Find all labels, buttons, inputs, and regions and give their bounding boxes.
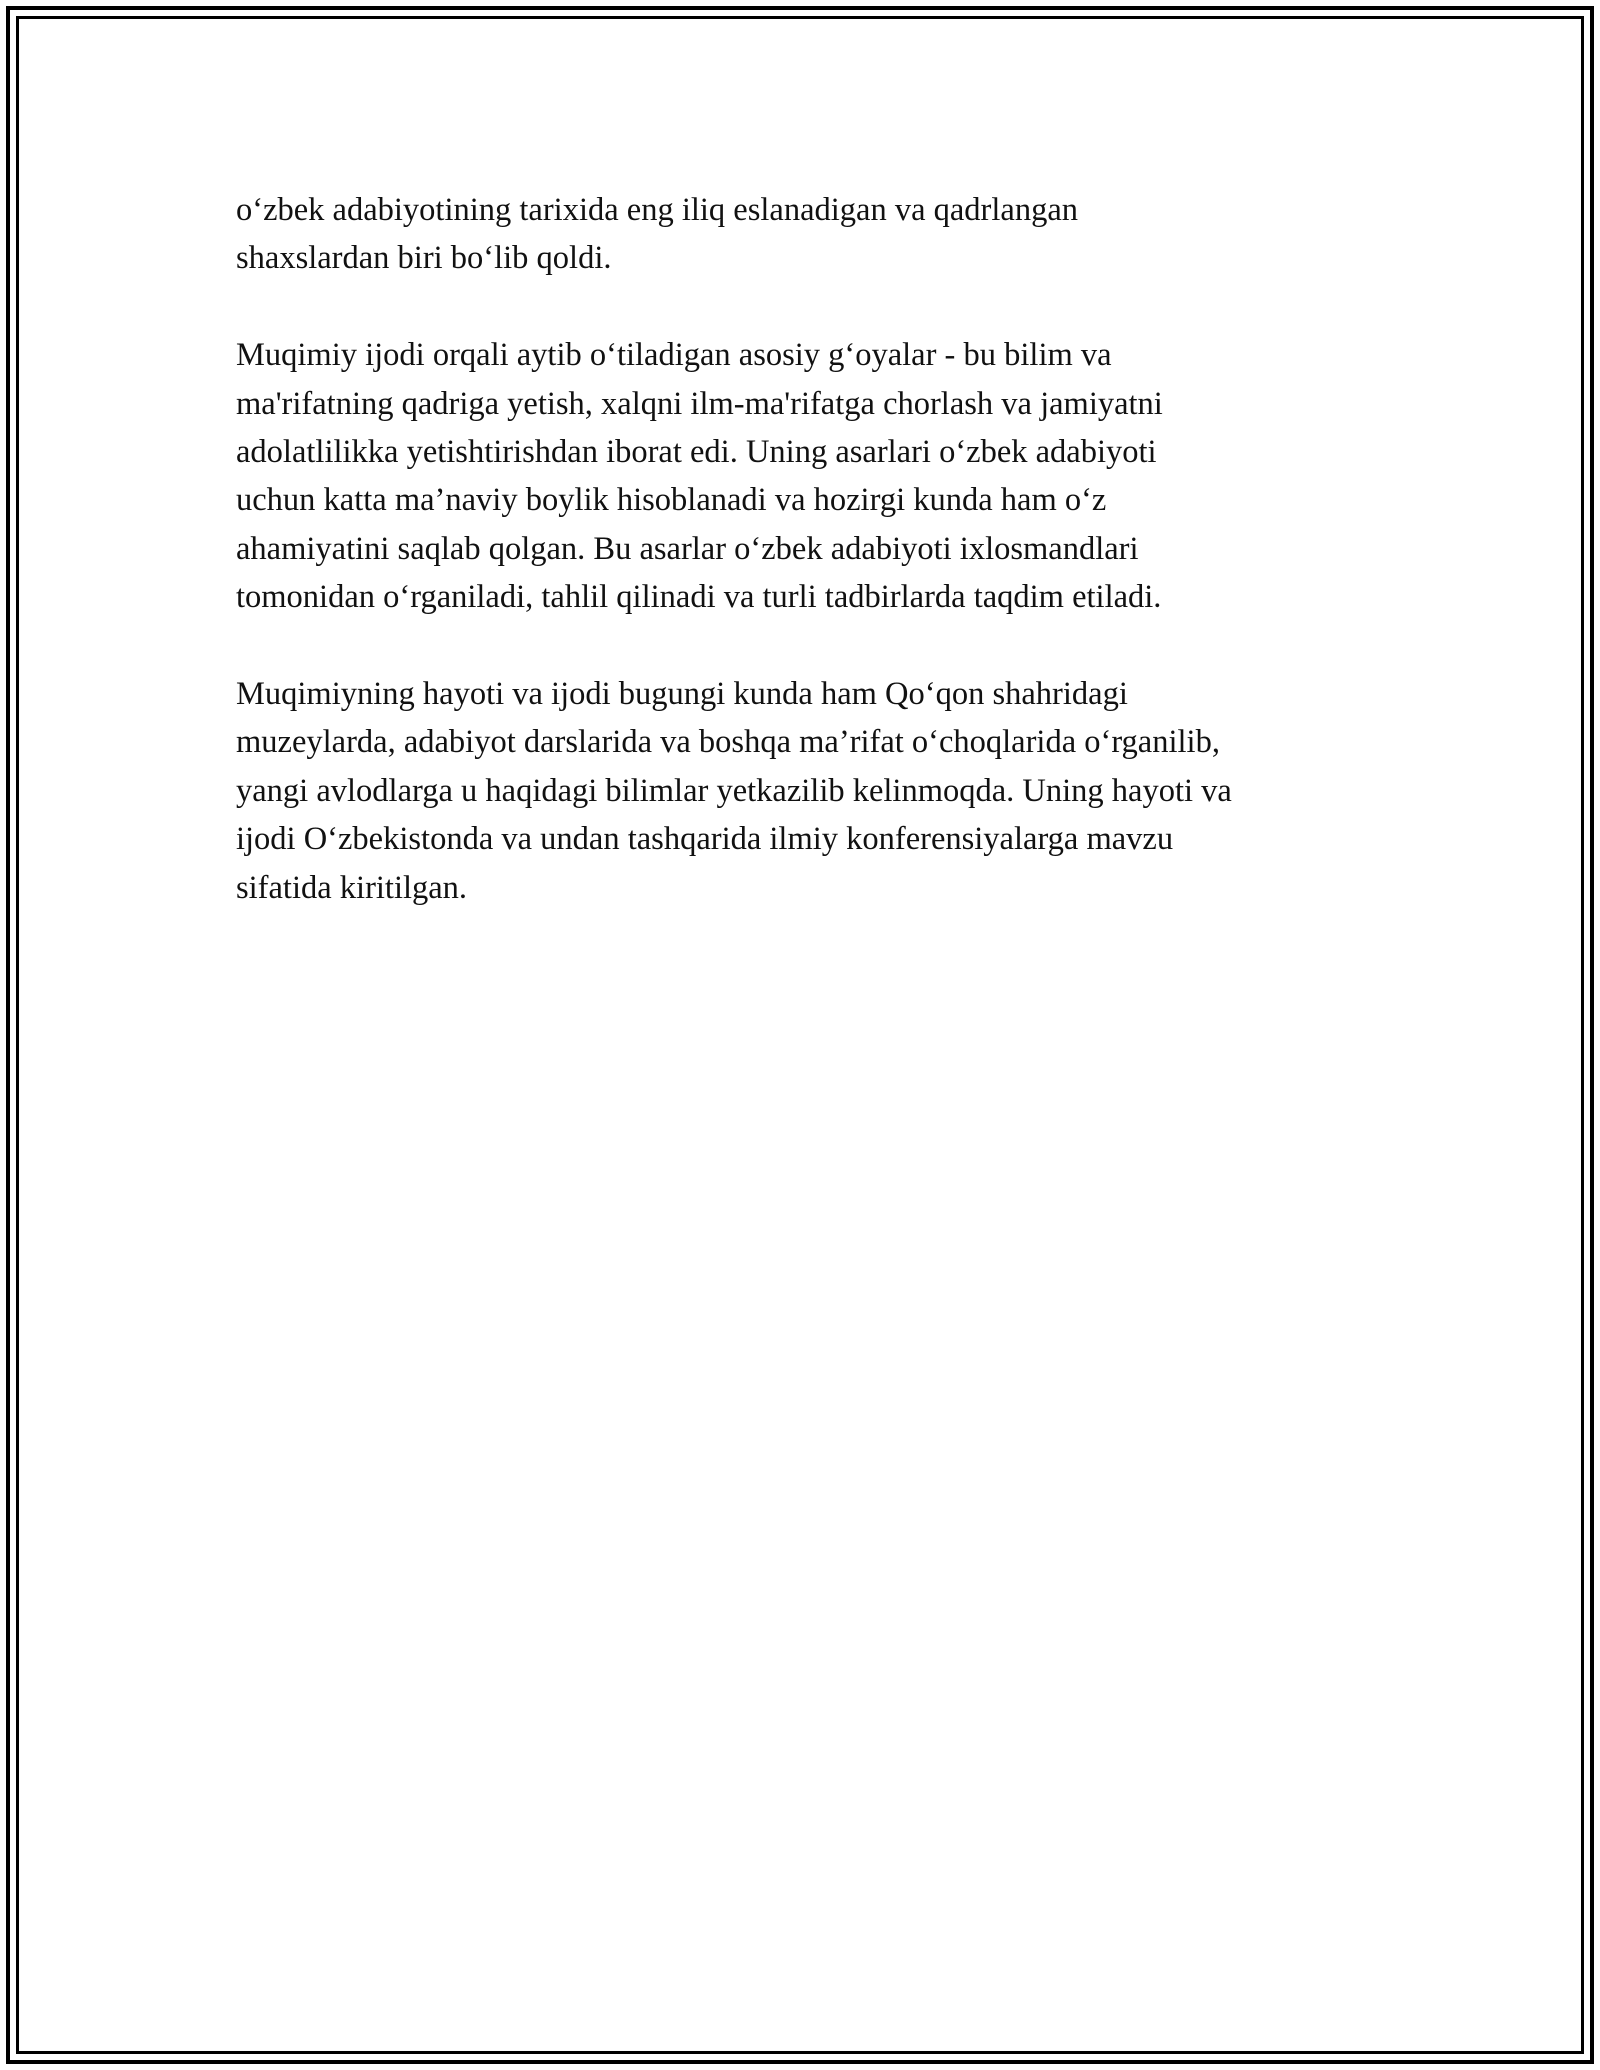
text-line: Muqimiy ijodi orqali aytib o‘tiladigan asosiy g‘oyalar - bu bilim va <box>236 337 1112 374</box>
text-line: o‘zbek adabiyotining tarixida eng iliq eslanadigan va qadrlangan <box>236 192 1079 228</box>
text-line: yangi avlodlarga u haqidagi bilimlar yetkazilib kelinmoqda. Uning hayoti va <box>236 772 1232 809</box>
text-line: adolatlilikka yetishtirishdan iborat edi. Uning asarlari o‘zbek adabiyoti <box>236 434 1157 471</box>
text-line: muzeylarda, adabiyot darslarida va boshqa ma’rifat o‘choqlarida o‘rganilib, <box>236 724 1220 761</box>
text-line: tomonidan o‘rganiladi, tahlil qilinadi va turli tadbirlarda taqdim etiladi. <box>236 579 1162 616</box>
text-line: Muqimiyning hayoti va ijodi bugungi kunda ham Qo‘qon shahridagi <box>236 676 1128 713</box>
paragraph-3 <box>236 670 1416 912</box>
text-line: shaxslardan biri bo‘lib qoldi. <box>236 240 612 277</box>
text-line: ijodi O‘zbekistonda va undan tashqarida ilmiy konferensiyalarga mavzu <box>236 821 1174 858</box>
text-line: ma'rifatning qadriga yetish, xalqni ilm-ma'rifatga chorlash va jamiyatni <box>236 385 1163 422</box>
paragraph-1 <box>236 186 1416 283</box>
text-line: uchun katta ma’naviy boylik hisoblanadi va hozirgi kunda ham o‘z <box>236 482 1107 519</box>
paragraph-2 <box>236 331 1416 621</box>
document-body <box>236 186 1416 960</box>
text-line: ahamiyatini saqlab qolgan. Bu asarlar o‘zbek adabiyoti ixlosmandlari <box>236 530 1139 567</box>
text-line: sifatida kiritilgan. <box>236 869 468 906</box>
